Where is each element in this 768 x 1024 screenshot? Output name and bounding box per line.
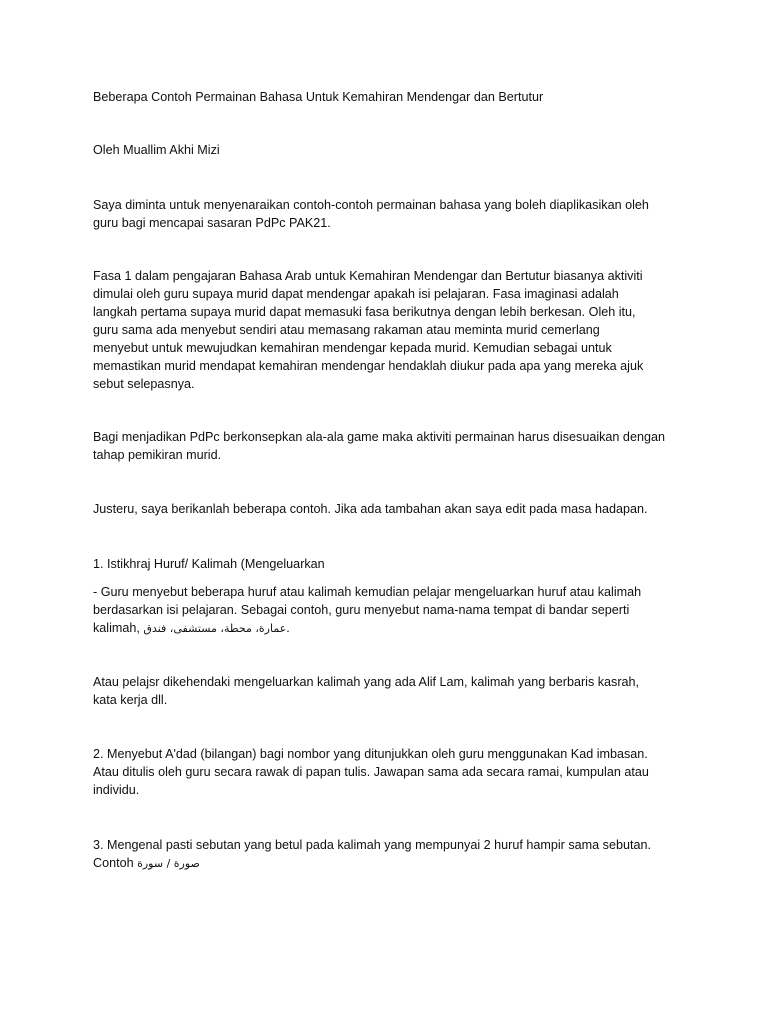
game-line-1: Bagi menjadikan PdPc berkonsepkan ala-ala game maka aktiviti permainan harus disesuaikan dengan xyxy=(93,430,665,444)
item3-line-2-prefix: Contoh xyxy=(93,856,138,870)
item2-line-1: 2. Menyebut A'dad (bilangan) bagi nombor yang ditunjukkan oleh guru menggunakan Kad imbasan. xyxy=(93,747,648,761)
fasa-line-4: guru sama ada menyebut sendiri atau memasang rakaman atau meminta murid cemerlang xyxy=(93,323,600,337)
fasa-line-3: langkah pertama supaya murid dapat memasuki fasa berikutnya dengan lebih berkesan. Oleh itu, xyxy=(93,305,636,319)
item3-line-2 xyxy=(93,854,693,873)
justeru-line: Justeru, saya berikanlah beberapa contoh. Jika ada tambahan akan saya edit pada masa hadapan. xyxy=(93,502,648,516)
atau-line-2: kata kerja dll. xyxy=(93,693,168,707)
fasa-line-5: menyebut untuk mewujudkan kemahiran mendengar kepada murid. Kemudian sebagai untuk xyxy=(93,341,612,355)
item1-heading: 1. Istikhraj Huruf/ Kalimah (Mengeluarkan xyxy=(93,557,325,571)
item2-line-2: Atau ditulis oleh guru secara rawak di papan tulis. Jawapan sama ada secara ramai, kumpulan atau xyxy=(93,765,649,779)
author-line: Oleh Muallim Akhi Mizi xyxy=(93,143,220,157)
intro-line-2: guru bagi mencapai sasaran PdPc PAK21. xyxy=(93,216,331,230)
item1-line-3 xyxy=(93,619,693,638)
game-line-2: tahap pemikiran murid. xyxy=(93,448,222,462)
fasa-line-7: sebut selepasnya. xyxy=(93,377,195,391)
fasa-line-6: memastikan murid mendapat kemahiran mendengar hendaklah diukur pada apa yang mereka ajuk xyxy=(93,359,644,373)
item1-line-2: berdasarkan isi pelajaran. Sebagai contoh, guru menyebut nama-nama tempat di bandar seperti xyxy=(93,603,630,617)
atau-line-1: Atau pelajsr dikehendaki mengeluarkan kalimah yang ada Alif Lam, kalimah yang berbaris kasrah, xyxy=(93,675,640,689)
fasa-line-1: Fasa 1 dalam pengajaran Bahasa Arab untuk Kemahiran Mendengar dan Bertutur biasanya aktiviti xyxy=(93,269,643,283)
item1-line-3-prefix: kalimah, xyxy=(93,621,144,635)
item2-line-3: individu. xyxy=(93,783,140,797)
item1-arabic-words: عمارة، محطة، مستشفى، فندق xyxy=(143,622,287,635)
document-title: Beberapa Contoh Permainan Bahasa Untuk Kemahiran Mendengar dan Bertutur xyxy=(93,90,544,104)
item1-line-1: - Guru menyebut beberapa huruf atau kalimah kemudian pelajar mengeluarkan huruf atau kalimah xyxy=(93,585,642,599)
intro-line-1: Saya diminta untuk menyenaraikan contoh-contoh permainan bahasa yang boleh diaplikasikan oleh xyxy=(93,198,649,212)
fasa-line-2: dimulai oleh guru supaya murid dapat mendengar apakah isi pelajaran. Fasa imaginasi adalah xyxy=(93,287,619,301)
item3-arabic-words: صورة / سورة xyxy=(137,857,200,870)
item3-line-1: 3. Mengenal pasti sebutan yang betul pada kalimah yang mempunyai 2 huruf hampir sama sebutan. xyxy=(93,838,651,852)
item1-line-3-suffix: . xyxy=(286,621,290,635)
